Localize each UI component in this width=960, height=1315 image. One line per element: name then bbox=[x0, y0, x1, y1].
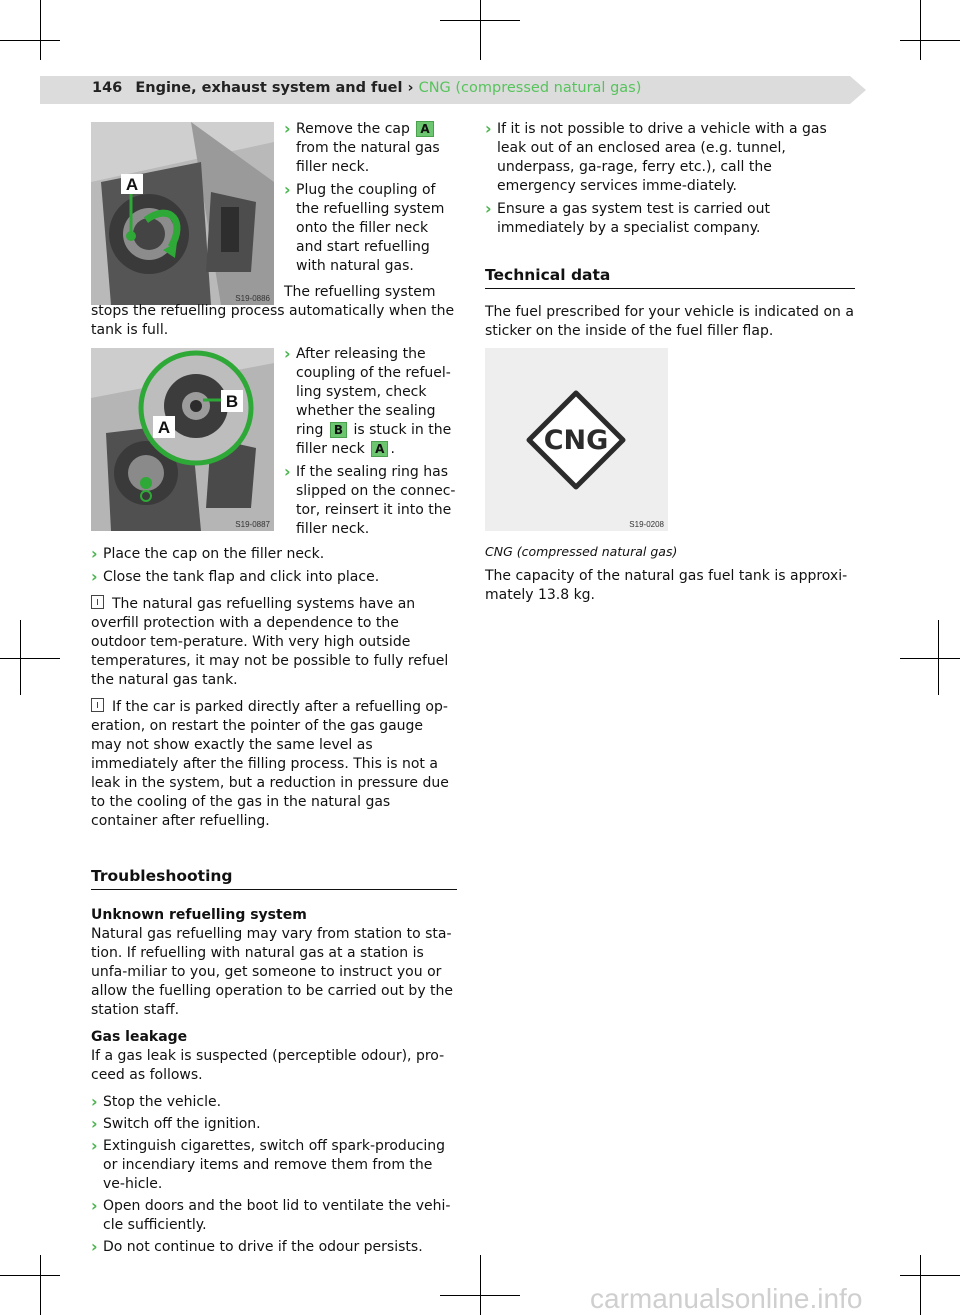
left-column bbox=[91, 545, 457, 1257]
crop-mark bbox=[900, 1275, 960, 1276]
figure-cap-removal bbox=[91, 122, 274, 305]
list-item: › If the sealing ring has slipped on the connec-tor, reinsert it into the filler neck. bbox=[284, 463, 456, 539]
crop-mark bbox=[920, 1255, 921, 1315]
watermark: carmanualsonline.info bbox=[590, 1283, 863, 1314]
info-note-icon bbox=[91, 698, 104, 712]
paragraph: The fuel prescribed for your vehicle is indicated on a sticker on the inside of the fuel filler flap. bbox=[485, 304, 854, 339]
step-text: Remove the cap bbox=[296, 121, 410, 137]
section-heading: Technical data bbox=[485, 266, 855, 289]
figure-label-a: A bbox=[125, 175, 139, 194]
figure-label-a: A bbox=[157, 418, 171, 437]
step-text: is stuck in the filler neck bbox=[296, 422, 452, 457]
crop-mark bbox=[900, 40, 960, 41]
list-item: › Plug the coupling of the refuelling system onto the filler neck and start refuelling with natural gas. bbox=[284, 181, 456, 276]
part-tag-a: A bbox=[416, 121, 433, 137]
cng-sticker bbox=[485, 348, 668, 531]
figure-code: S19-0208 bbox=[629, 520, 664, 529]
sealing-ring-photo bbox=[91, 348, 274, 531]
list-item: › Do not continue to drive if the odour persists. bbox=[91, 1238, 457, 1257]
part-tag-a: A bbox=[371, 441, 388, 457]
list-item: › Ensure a gas system test is carried out immediately by a specialist company. bbox=[485, 200, 855, 238]
crop-mark bbox=[440, 1295, 520, 1296]
list-item: › Open doors and the boot lid to ventilate the vehi-cle sufficiently. bbox=[91, 1197, 457, 1235]
note-text: If the car is parked directly after a refuelling op-eration, on restart the pointer of the gas gauge may not show exactly the same level as immediately after the filling process. This is not a leak in the system, but a reduction in pressure due to the cooling of the gas in the natural gas container after refuelling. bbox=[91, 699, 449, 829]
paragraph: The capacity of the natural gas fuel tank is approxi-mately 13.8 kg. bbox=[485, 568, 848, 603]
step-text: . bbox=[390, 441, 395, 457]
crop-mark bbox=[920, 0, 921, 60]
crop-mark bbox=[440, 20, 520, 21]
fuel-flap-photo bbox=[91, 122, 274, 305]
paragraph: Natural gas refuelling may vary from station to sta-tion. If refuelling with natural gas at a station is unfa-miliar to you, get someone to instruct you or allow the fuelling operation to be carried out by the station staff. bbox=[91, 926, 454, 1018]
figure-code: S19-0886 bbox=[235, 294, 270, 303]
list-item: › Switch off the ignition. bbox=[91, 1115, 457, 1134]
list-item: › If it is not possible to drive a vehicle with a gas leak out of an enclosed area (e.g. tunnel, underpass, ga-rage, ferry etc.), call the emergency services imme-diately. bbox=[485, 120, 855, 196]
crop-mark bbox=[40, 0, 41, 60]
steps-group-1 bbox=[284, 120, 456, 276]
crop-mark bbox=[0, 658, 60, 659]
list-item bbox=[284, 120, 456, 177]
figure-label-b: B bbox=[225, 392, 239, 411]
note-text: The natural gas refuelling systems have an overfill protection with a dependence to the outdoor tem-perature. With very high outside temperatures, it may not be possible to fully refuel the natural gas tank. bbox=[91, 596, 449, 688]
step-text: After releasing the coupling of the refuel-ling system, check whether the sealing ring bbox=[296, 346, 451, 438]
crop-mark bbox=[40, 1255, 41, 1315]
breadcrumb-section: Engine, exhaust system and fuel bbox=[135, 80, 403, 96]
step-text: from the natural gas filler neck. bbox=[296, 140, 440, 175]
page-number: 146 bbox=[92, 80, 123, 96]
crop-mark bbox=[900, 658, 960, 659]
crop-mark bbox=[480, 1255, 481, 1315]
right-lower bbox=[485, 542, 855, 605]
figure-cng-sticker bbox=[485, 348, 668, 531]
part-tag-b: B bbox=[330, 422, 347, 438]
info-note-icon bbox=[91, 595, 104, 609]
crop-mark bbox=[0, 1275, 60, 1276]
section-heading: Troubleshooting bbox=[91, 867, 457, 890]
subheading: Gas leakage bbox=[91, 1029, 188, 1045]
right-column bbox=[485, 120, 855, 341]
breadcrumb-current: CNG (compressed natural gas) bbox=[418, 80, 642, 96]
auto-stop-text: The refuelling system stops the refuelling process automatically when the tank is full. bbox=[91, 284, 455, 338]
paragraph: If a gas leak is suspected (perceptible odour), pro-ceed as follows. bbox=[91, 1048, 445, 1083]
crop-mark bbox=[480, 0, 481, 60]
figure-code: S19-0887 bbox=[235, 520, 270, 529]
crop-mark bbox=[0, 40, 60, 41]
steps-group-2 bbox=[284, 345, 456, 539]
breadcrumb bbox=[92, 80, 641, 96]
breadcrumb-separator: › bbox=[407, 80, 414, 96]
list-item: › Close the tank flap and click into place. bbox=[91, 568, 457, 587]
list-item bbox=[284, 345, 456, 459]
subheading: Unknown refuelling system bbox=[91, 907, 307, 923]
note-paragraph bbox=[91, 698, 457, 831]
figure-sealing-ring bbox=[91, 348, 274, 531]
list-item: › Place the cap on the filler neck. bbox=[91, 545, 457, 564]
cng-logo-text: CNG bbox=[543, 425, 609, 456]
figure-caption: CNG (compressed natural gas) bbox=[485, 544, 678, 559]
list-item: › Extinguish cigarettes, switch off spark-producing or incendiary items and remove them from the ve-hicle. bbox=[91, 1137, 457, 1194]
note-paragraph bbox=[91, 595, 457, 690]
list-item: › Stop the vehicle. bbox=[91, 1093, 457, 1112]
